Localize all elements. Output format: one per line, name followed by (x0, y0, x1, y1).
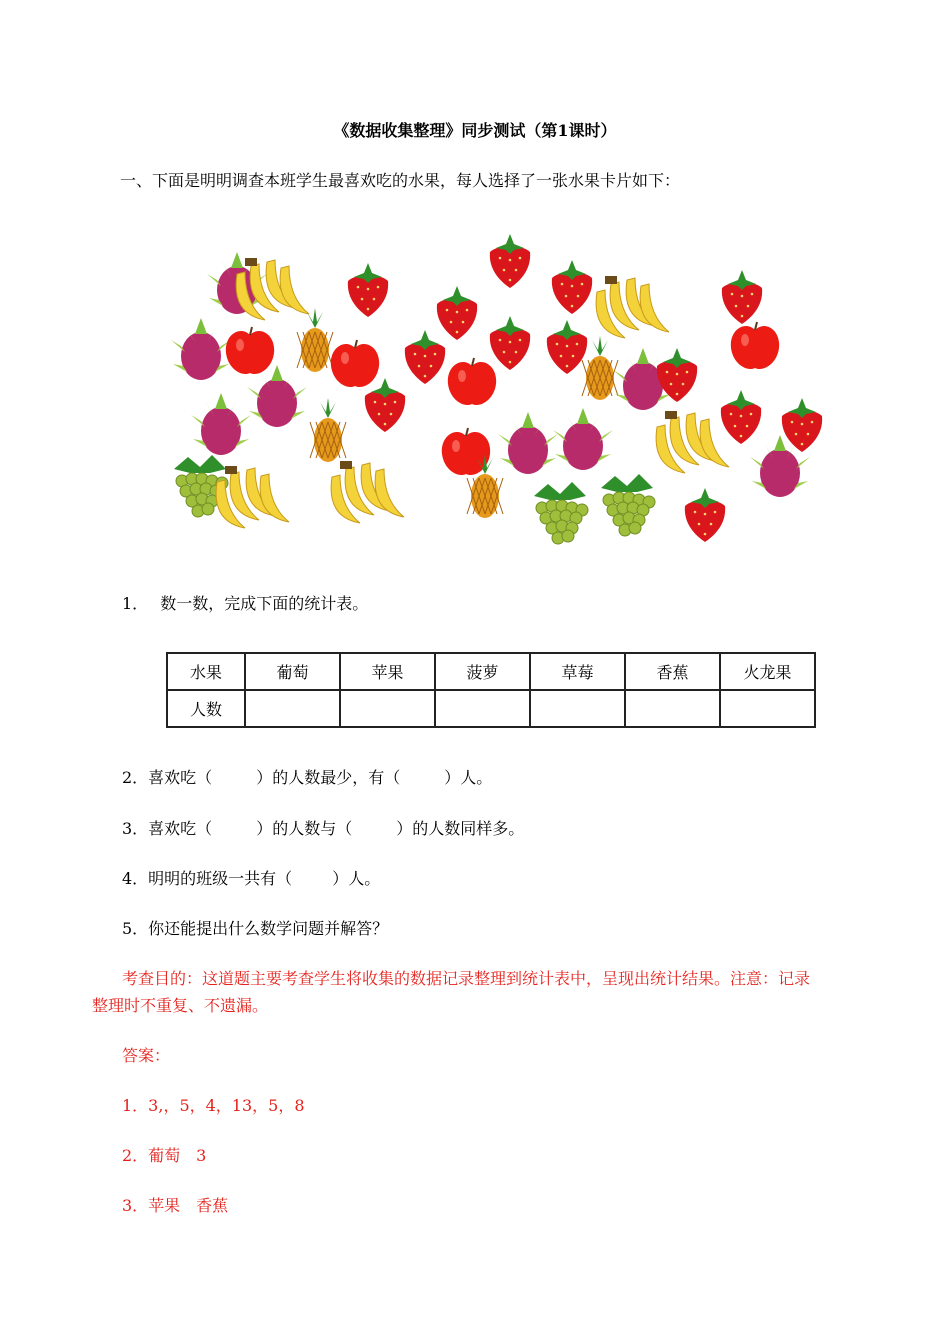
banana-bunch-icon (236, 258, 309, 320)
banana-bunch-icon (656, 411, 729, 473)
answer-3: 3．苹果 香蕉 (122, 1196, 229, 1215)
dragon-fruit-icon (191, 393, 251, 455)
dragon-fruit-icon (553, 408, 613, 470)
question-1-text: 数一数，完成下面的统计表。 (160, 594, 369, 613)
page-title: 《数据收集整理》同步测试（第1课时） (333, 121, 617, 140)
strawberry-icon (348, 263, 388, 317)
question-2-part-c: ）人。 (444, 768, 493, 787)
answer-label: 答案： (122, 1046, 171, 1065)
question-3-part-b: ）的人数与（ (256, 819, 353, 838)
purpose-line-2: 整理时不重复、不遗漏。 (92, 996, 269, 1015)
pineapple-icon (310, 398, 346, 462)
strawberry-icon (552, 260, 592, 314)
question-2-part-b: ）的人数最少，有（ (256, 768, 401, 787)
strawberry-icon (657, 348, 697, 402)
apple-icon (448, 358, 496, 405)
strawberry-icon (721, 390, 761, 444)
strawberry-icon (405, 330, 445, 384)
banana-bunch-icon (596, 276, 669, 338)
question-3-part-a: 3．喜欢吃（ (122, 819, 213, 838)
banana-bunch-icon (216, 466, 289, 528)
dragon-fruit-icon (171, 318, 231, 380)
question-3-part-c: ）的人数同样多。 (396, 819, 525, 838)
purpose-line-1: 考查目的：这道题主要考查学生将收集的数据记录整理到统计表中，呈现出统计结果。注意：记录 (122, 969, 811, 988)
grape-bunch-icon (534, 482, 588, 544)
question-5: 5．你还能提出什么数学问题并解答？ (122, 919, 389, 938)
table-header-label: 水果 (167, 653, 245, 690)
apple-icon (331, 340, 379, 387)
strawberry-icon (365, 378, 405, 432)
question-2 (122, 767, 492, 789)
table-header-row (167, 653, 815, 690)
strawberry-icon (547, 320, 587, 374)
table-cell-blank[interactable] (435, 690, 530, 727)
strawberry-icon (490, 316, 530, 370)
pineapple-icon (582, 336, 618, 400)
question-1-number: 1． (122, 594, 149, 613)
answer-2: 2．葡萄 3 (122, 1146, 207, 1165)
banana-bunch-icon (331, 461, 404, 523)
table-column-dragonfruit: 火龙果 (720, 653, 815, 690)
table-cell-blank[interactable] (245, 690, 340, 727)
question-intro: 一、下面是明明调查本班学生最喜欢吃的水果，每人选择了一张水果卡片如下： (120, 171, 681, 190)
table-cell-blank[interactable] (340, 690, 435, 727)
strawberry-icon (782, 398, 822, 452)
question-4-part-b: ）人。 (332, 869, 381, 888)
question-3 (122, 818, 524, 840)
strawberry-icon (685, 488, 725, 542)
strawberry-icon (490, 234, 530, 288)
question-1 (122, 593, 368, 615)
table-cell-blank[interactable] (720, 690, 815, 727)
table-column-pineapple: 菠萝 (435, 653, 530, 690)
question-4-part-a: 4．明明的班级一共有（ (122, 869, 293, 888)
table-column-apple: 苹果 (340, 653, 435, 690)
fruit-cards-picture (155, 222, 835, 552)
answer-1: 1．3,，5，4，13，5，8 (122, 1096, 305, 1115)
dragon-fruit-icon (498, 412, 558, 474)
question-4 (122, 868, 380, 890)
table-cell-blank[interactable] (530, 690, 625, 727)
pineapple-icon (297, 308, 333, 372)
table-column-banana: 香蕉 (625, 653, 720, 690)
table-column-grape: 葡萄 (245, 653, 340, 690)
grape-bunch-icon (601, 474, 655, 536)
strawberry-icon (722, 270, 762, 324)
statistics-table (166, 652, 816, 728)
strawberry-icon (437, 286, 477, 340)
apple-icon (226, 327, 274, 374)
dragon-fruit-icon (247, 365, 307, 427)
table-column-strawberry: 草莓 (530, 653, 625, 690)
table-count-row (167, 690, 815, 727)
apple-icon (731, 322, 779, 369)
table-row-label: 人数 (167, 690, 245, 727)
question-2-part-a: 2．喜欢吃（ (122, 768, 213, 787)
table-cell-blank[interactable] (625, 690, 720, 727)
